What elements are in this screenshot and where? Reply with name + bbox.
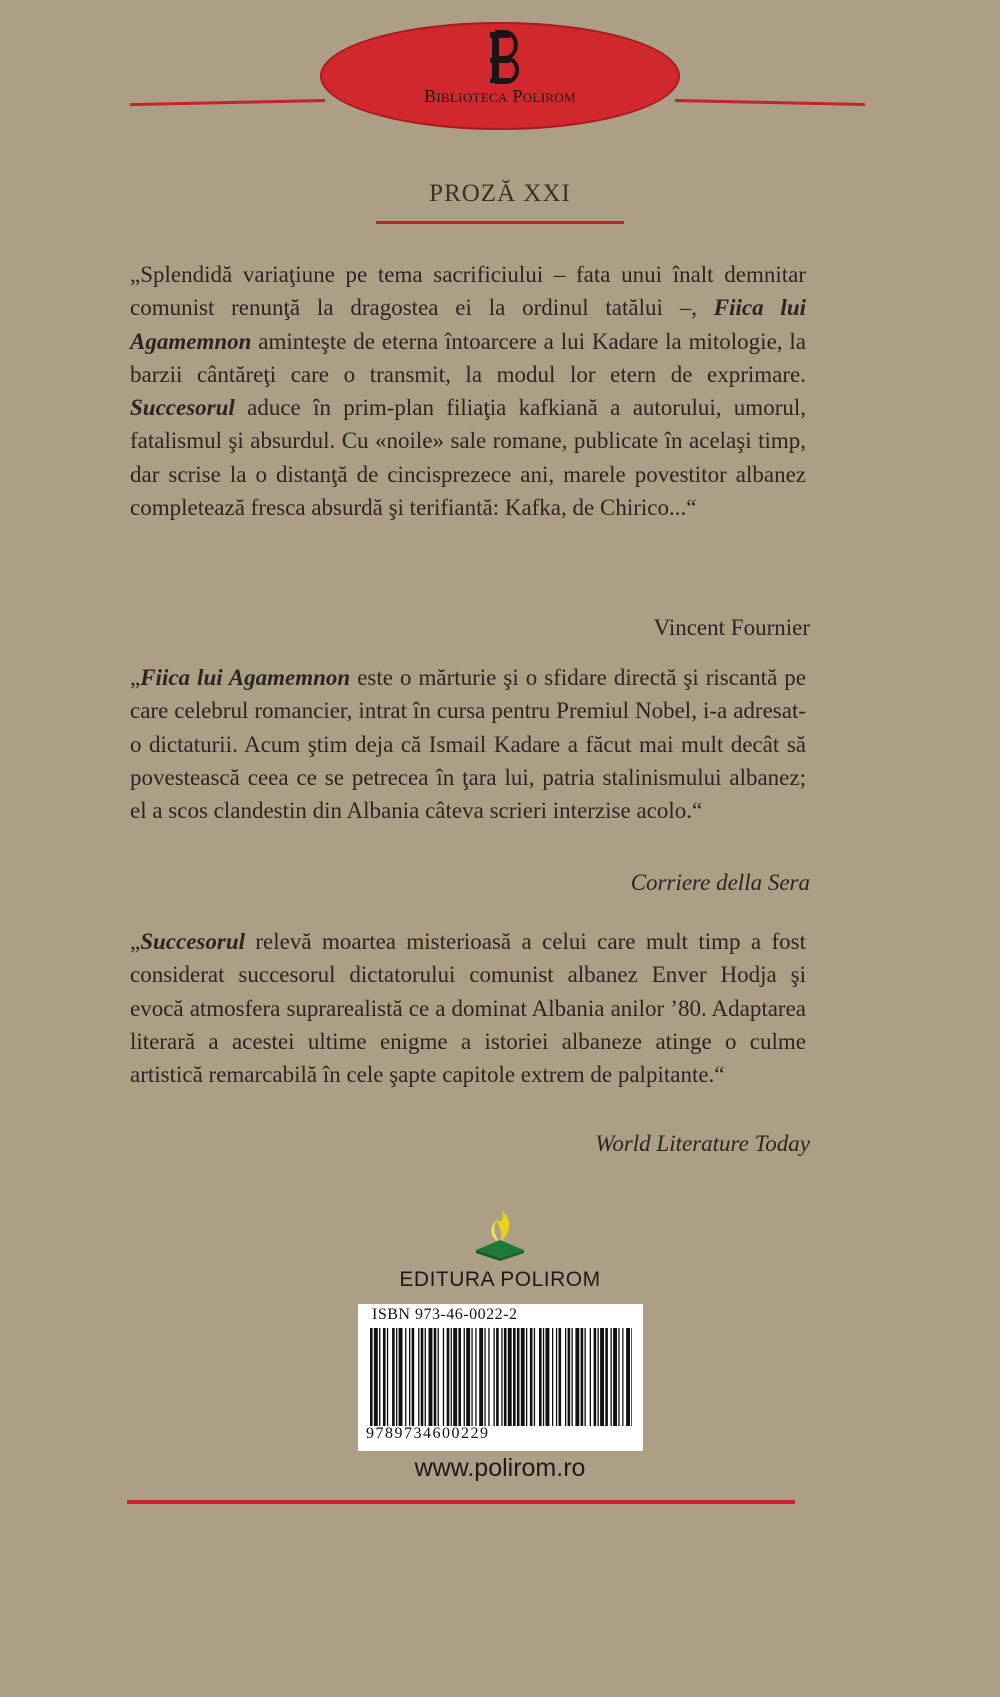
isbn-label: ISBN 973-46-0022-2: [372, 1306, 518, 1323]
barcode-bar: [575, 1328, 579, 1426]
book-title-emphasis: Succesorul: [140, 929, 246, 954]
barcode-bar: [517, 1328, 520, 1426]
quote-text: „: [130, 665, 141, 690]
barcode-bar: [590, 1328, 591, 1426]
barcode-bar: [466, 1328, 470, 1426]
biblioteca-polirom-logo: [320, 22, 680, 130]
barcode-bar: [622, 1328, 623, 1426]
barcode-bar: [475, 1328, 476, 1426]
quote-text: este o mărturie şi o sfidare directă şi riscantă pe care celebrul romancier, intrat în cursa pentru Premiul Nobel, i-a adresat-o dictaturii. Acum ştim deja că Ismail Kadare a făcut mai mult decât să povestească ceea ce se petrecea în ţara lui, patria stalinismului albanez; el a scos clandestin din Albania câteva scrieri interzise acolo.“: [130, 665, 806, 824]
barcode-bar: [568, 1328, 571, 1426]
barcode-bar: [496, 1328, 499, 1426]
barcode-bar: [626, 1328, 630, 1426]
barcode-bar: [539, 1328, 542, 1426]
barcode-bar: [611, 1328, 612, 1426]
barcode-bar: [501, 1328, 502, 1426]
series-underline: [376, 221, 624, 224]
barcode-bar: [546, 1328, 550, 1426]
book-title-emphasis: Fiica lui Agamemnon: [130, 295, 807, 354]
barcode-bar: [438, 1328, 439, 1426]
barcode-bar: [379, 1328, 380, 1426]
barcode-bar: [471, 1328, 472, 1426]
barcode-bar: [370, 1328, 373, 1426]
barcode-bar: [484, 1328, 485, 1426]
b-letter-icon: [320, 30, 680, 86]
barcode-bar: [565, 1328, 566, 1426]
review-attribution-2: Corriere della Sera: [630, 870, 810, 895]
quote-text: „Splendidă variaţiune pe tema sacrificiului – fata unui înalt demnitar comunist renunţă la dragostea ei la ordinul tatălui –,: [130, 262, 806, 321]
barcode-bar: [418, 1328, 419, 1426]
barcode-bar: [409, 1328, 410, 1426]
barcode-bar: [488, 1328, 489, 1426]
header-rule-left: [130, 99, 325, 106]
barcode-bar: [451, 1328, 452, 1426]
barcode-bar: [447, 1328, 450, 1426]
review-attribution-1: Vincent Fournier: [653, 615, 810, 640]
barcode-bar: [585, 1328, 586, 1426]
barcode-bar: [443, 1328, 444, 1426]
footer-rule: [127, 1500, 795, 1504]
barcode-bar: [453, 1328, 457, 1426]
barcode-bar: [425, 1328, 426, 1426]
barcode-bar: [396, 1328, 397, 1426]
book-title-emphasis: Succesorul: [130, 395, 235, 421]
barcode-bar: [530, 1328, 533, 1426]
publisher-name: EDITURA POLIROM: [399, 1268, 601, 1291]
review-quote-2: [130, 661, 806, 827]
barcode-bar: [392, 1328, 395, 1426]
barcode-bar: [399, 1328, 403, 1426]
series-title: PROZĂ XXI: [429, 180, 571, 207]
barcode-bar: [494, 1328, 495, 1426]
barcode-bar: [594, 1328, 597, 1426]
review-attribution-3: World Literature Today: [595, 1131, 810, 1156]
barcode-bar: [458, 1328, 461, 1426]
barcode-bar: [412, 1328, 415, 1426]
barcode-bar: [534, 1328, 535, 1426]
barcode-bar: [434, 1328, 437, 1426]
quote-text: „: [130, 929, 141, 954]
barcode-bar: [504, 1328, 507, 1426]
barcode-bar: [552, 1328, 553, 1426]
quote-text: aduce în prim-plan filiaţia kafkiană a autorului, umorul, fatalismul şi absurdul. Cu «noile» sale romane, publicate în acelaşi timp, dar scrise la o distanţă de cincisprezece ani, marele povestitor albanez completează fresca absurdă şi terifiantă: Kafka, de Chirico...“: [130, 395, 806, 521]
barcode-bar: [508, 1328, 512, 1426]
barcode-bar: [556, 1328, 557, 1426]
barcode-bar: [559, 1328, 562, 1426]
barcode-bar: [618, 1328, 619, 1426]
barcode-bar: [631, 1328, 632, 1426]
barcode-bar: [464, 1328, 465, 1426]
barcode-bar: [383, 1328, 386, 1426]
imprint-label: Biblioteca Polirom: [424, 86, 576, 106]
review-quote-3: [130, 925, 806, 1091]
barcode-bar: [613, 1328, 617, 1426]
publisher-website: www.polirom.ro: [414, 1454, 586, 1482]
barcode-bar: [598, 1328, 599, 1426]
barcode-bar: [581, 1328, 584, 1426]
book-title-emphasis: Fiica lui Agamemnon: [140, 665, 351, 690]
barcode-bar: [605, 1328, 608, 1426]
barcode-bar: [421, 1328, 424, 1426]
barcode-bar: [429, 1328, 433, 1426]
polirom-logo-icon: [472, 1206, 528, 1262]
barcode-bar: [572, 1328, 573, 1426]
barcode-bars: [370, 1328, 632, 1426]
quote-text: relevă moartea misterioasă a celui care mult timp a fost considerat succesorul dictatorului comunist albanez Enver Hodja şi evocă atmosfera suprarealistă ce a dominat Albania anilor ’80. Adaptarea literară a acestei ultime enigme a istoriei albaneze atinge o culme artistică remarcabilă în cele şapte capitole extrem de palpitante.“: [130, 929, 806, 1088]
barcode-bar: [521, 1328, 525, 1426]
quote-text: aminteşte de eterna întoarcere a lui Kadare la mitologie, la barzii cântăreţi care o transmit, la modul lor etern de exprimare.: [130, 328, 806, 387]
barcode-bar: [526, 1328, 527, 1426]
barcode-bar: [479, 1328, 483, 1426]
barcode-bar: [543, 1328, 544, 1426]
header-rule-right: [675, 99, 865, 106]
barcode-bar: [600, 1328, 604, 1426]
barcode-bar: [374, 1328, 378, 1426]
barcode-bar: [513, 1328, 516, 1426]
isbn-barcode: [358, 1304, 643, 1451]
review-quote-1: [130, 258, 806, 524]
barcode-bar: [387, 1328, 388, 1426]
barcode-bar: [405, 1328, 406, 1426]
ean-number: 9789734600229: [366, 1425, 490, 1442]
